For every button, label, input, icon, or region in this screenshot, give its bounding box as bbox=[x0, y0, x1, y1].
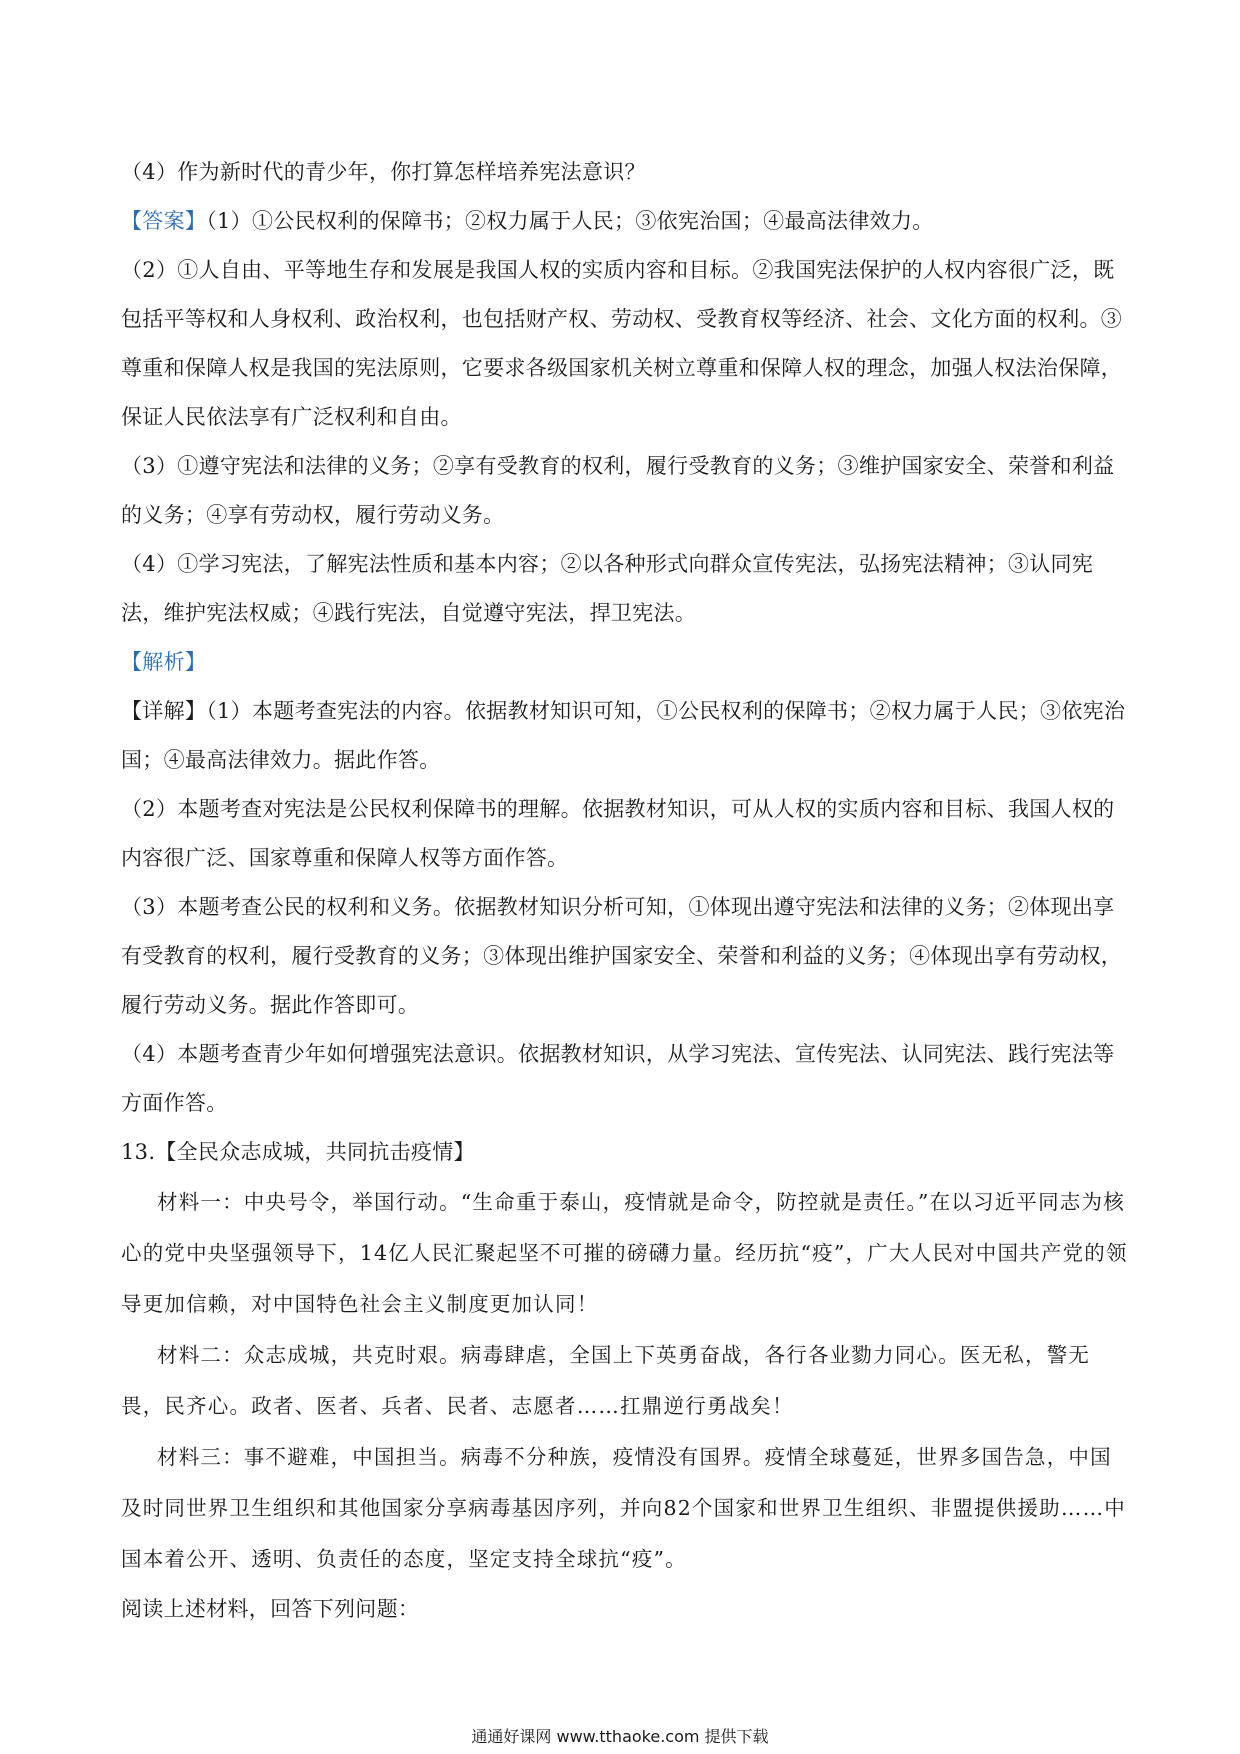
material-1: 材料一：中央号令，举国行动。“生命重于泰山，疫情就是命令，防控就是责任。”在以习近平同志为核心的党中央坚强领导下，14亿人民汇聚起坚不可摧的磅礴力量。经历抗“疫”，广大人民对中国共产党的领导更加信赖，对中国特色社会主义制度更加认同！ bbox=[121, 1190, 1128, 1316]
analysis-label: 【解析】 bbox=[121, 650, 207, 674]
answer-line-1 bbox=[121, 197, 1131, 246]
detail-4-text: （4）本题考查青少年如何增强宪法意识。依据教材知识，从学习宪法、宣传宪法、认同宪法、践行宪法等方面作答。 bbox=[121, 1042, 1115, 1115]
answer-2-text: （2）①人自由、平等地生存和发展是我国人权的实质内容和目标。②我国宪法保护的人权内容很广泛，既包括平等权和人身权利、政治权利，也包括财产权、劳动权、受教育权等经济、社会、文化方面的权利。③尊重和保障人权是我国的宪法原则，它要求各级国家机关树立尊重和保障人权的理念，加强人权法治保障，保证人民依法享有广泛权利和自由。 bbox=[121, 258, 1123, 429]
analysis-line bbox=[121, 638, 1131, 687]
detail-label: 【详解】 bbox=[121, 699, 207, 723]
detail-line-1 bbox=[121, 687, 1131, 785]
answer-3-text: （3）①遵守宪法和法律的义务；②享有受教育的权利，履行受教育的义务；③维护国家安全、荣誉和利益的义务；④享有劳动权，履行劳动义务。 bbox=[121, 454, 1115, 527]
detail-1-text: （1）本题考查宪法的内容。依据教材知识可知，①公民权利的保障书；②权力属于人民；③依宪治国；④最高法律效力。据此作答。 bbox=[121, 699, 1126, 772]
question-13-prompt: 阅读上述材料，回答下列问题： bbox=[121, 1597, 420, 1621]
answer-4-text: （4）①学习宪法，了解宪法性质和基本内容；②以各种形式向群众宣传宪法，弘扬宪法精神；③认同宪法，维护宪法权威；④践行宪法，自觉遵守宪法，捍卫宪法。 bbox=[121, 552, 1094, 625]
page-footer: 通通好课网 www.tthaoke.com 提供下载 bbox=[471, 1727, 769, 1746]
answer-1-text: （1）①公民权利的保障书；②权力属于人民；③依宪治国；④最高法律效力。 bbox=[206, 209, 934, 233]
question-4-prompt: （4）作为新时代的青少年，你打算怎样培养宪法意识？ bbox=[121, 160, 646, 184]
material-2: 材料二：众志成城，共克时艰。病毒肆虐，全国上下英勇奋战，各行各业勠力同心。医无私，警无畏，民齐心。政者、医者、兵者、民者、志愿者……扛鼎逆行勇战矣！ bbox=[121, 1343, 1091, 1418]
detail-3-text: （3）本题考查公民的权利和义务。依据教材知识分析可知，①体现出遵守宪法和法律的义务；②体现出享有受教育的权利，履行受教育的义务；③体现出维护国家安全、荣誉和利益的义务；④体现出享有劳动权，履行劳动义务。据此作答即可。 bbox=[121, 895, 1123, 1017]
question-13-title: 13.【全民众志成城，共同抗击疫情】 bbox=[121, 1140, 475, 1164]
page-content bbox=[121, 148, 1131, 1634]
answer-label: 【答案】 bbox=[121, 209, 207, 233]
detail-2-text: （2）本题考查对宪法是公民权利保障书的理解。依据教材知识，可从人权的实质内容和目标、我国人权的内容很广泛、国家尊重和保障人权等方面作答。 bbox=[121, 797, 1115, 870]
material-3: 材料三：事不避难，中国担当。病毒不分种族，疫情没有国界。疫情全球蔓延，世界多国告急，中国及时同世界卫生组织和其他国家分享病毒基因序列，并向82个国家和世界卫生组织、非盟提供援助……中国本着公开、透明、负责任的态度，坚定支持全球抗“疫”。 bbox=[121, 1445, 1126, 1571]
